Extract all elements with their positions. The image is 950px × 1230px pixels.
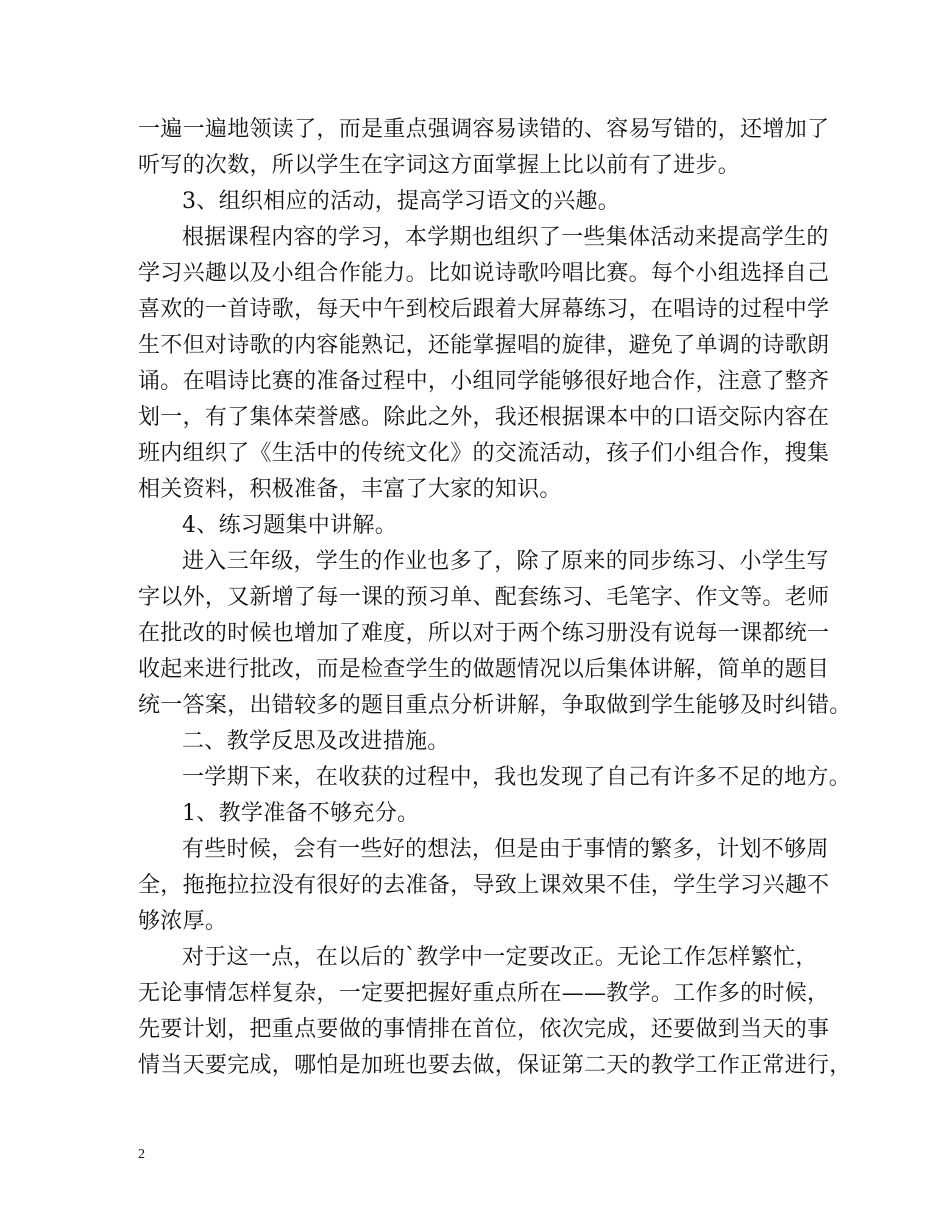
text-line: 全，拖拖拉拉没有很好的去准备，导致上课效果不佳，学生学习兴趣不 [138, 873, 830, 898]
text-line: 无论事情怎样复杂，一定要把握好重点所在——教学。工作多的时候， [138, 981, 830, 1006]
text-line: 在批改的时候也增加了难度，所以对于两个练习册没有说每一课都统一 [138, 621, 830, 646]
text-line: 收起来进行批改，而是检查学生的做题情况以后集体讲解，简单的题目 [138, 657, 830, 682]
text-line: 情当天要完成，哪怕是加班也要去做，保证第二天的教学工作正常进行， [138, 1053, 852, 1078]
text-line: 4、练习题集中讲解。 [182, 513, 397, 538]
text-line: 根据课程内容的学习，本学期也组织了一些集体活动来提高学生的 [182, 225, 829, 250]
text-line: 二、教学反思及改进措施。 [182, 729, 450, 754]
text-line: 1、教学准备不够充分。 [182, 801, 420, 826]
text-line: 学习兴趣以及小组合作能力。比如说诗歌吟唱比赛。每个小组选择自己 [138, 261, 830, 286]
text-line: 班内组织了《生活中的传统文化》的交流活动，孩子们小组合作，搜集 [138, 441, 830, 466]
text-line: 够浓厚。 [138, 909, 228, 934]
text-line: 一学期下来，在收获的过程中，我也发现了自己有许多不足的地方。 [182, 765, 852, 790]
text-line: 先要计划，把重点要做的事情排在首位，依次完成，还要做到当天的事 [138, 1017, 830, 1042]
text-line: 划一，有了集体荣誉感。除此之外，我还根据课本中的口语交际内容在 [138, 405, 830, 430]
text-line: 一遍一遍地领读了，而是重点强调容易读错的、容易写错的，还增加了 [138, 117, 830, 142]
text-line: 喜欢的一首诗歌，每天中午到校后跟着大屏幕练习，在唱诗的过程中学 [138, 297, 830, 322]
page-number: 2 [138, 1147, 145, 1162]
text-line: 听写的次数，所以学生在字词这方面掌握上比以前有了进步。 [138, 153, 741, 178]
text-line: 相关资料，积极准备，丰富了大家的知识。 [138, 477, 562, 502]
body-text [138, 112, 852, 1084]
text-line: 3、组织相应的活动，提高学习语文的兴趣。 [182, 189, 620, 214]
text-line: 进入三年级，学生的作业也多了，除了原来的同步练习、小学生写 [182, 549, 829, 574]
text-line: 诵。在唱诗比赛的准备过程中，小组同学能够很好地合作，注意了整齐 [138, 369, 830, 394]
text-line: 生不但对诗歌的内容能熟记，还能掌握唱的旋律，避免了单调的诗歌朗 [138, 333, 830, 358]
text-line: 字以外，又新增了每一课的预习单、配套练习、毛笔字、作文等。老师 [138, 585, 830, 610]
text-line: 有些时候，会有一些好的想法，但是由于事情的繁多，计划不够周 [182, 837, 829, 862]
text-line: 对于这一点，在以后的`教学中一定要改正。无论工作怎样繁忙， [182, 945, 818, 970]
text-line: 统一答案，出错较多的题目重点分析讲解，争取做到学生能够及时纠错。 [138, 693, 852, 718]
